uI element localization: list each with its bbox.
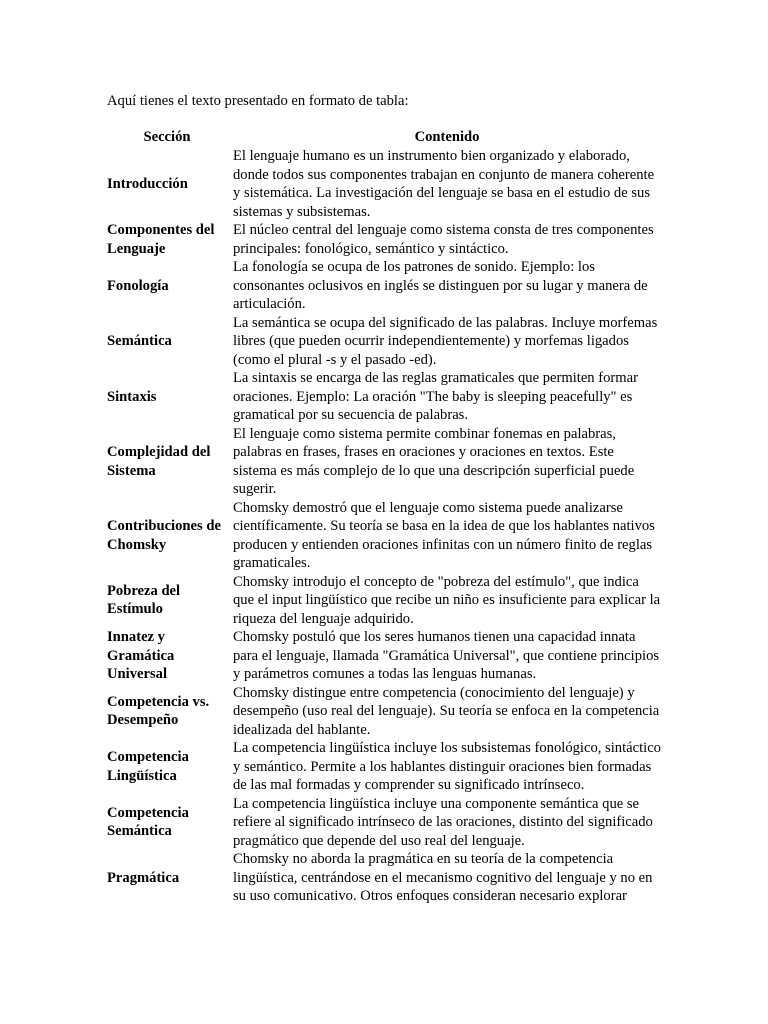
table-row [104, 258, 664, 314]
row-section: Pragmática [107, 869, 180, 886]
row-section: Sintaxis [107, 388, 157, 405]
table-row [104, 795, 664, 851]
row-section: Introducción [107, 175, 188, 192]
row-content: Chomsky introdujo el concepto de "pobreza del estímulo", que indica que el input lingüístico que recibe un niño es insuficiente para explicar la riqueza del lenguaje adquirido. [233, 573, 661, 627]
header-content: Contenido [414, 129, 480, 145]
row-section: Innatez y Gramática Universal [107, 629, 175, 682]
table-row [104, 221, 664, 258]
row-section: Contribuciones de Chomsky [107, 518, 221, 553]
table-row [104, 573, 664, 629]
table-header-row [104, 127, 664, 147]
table-row [104, 628, 664, 684]
row-content: El núcleo central del lenguaje como sistema consta de tres componentes principales: fonológico, semántico y sintáctico. [233, 222, 654, 257]
table-row [104, 739, 664, 795]
table-row [104, 147, 664, 221]
row-content: Chomsky demostró que el lenguaje como sistema puede analizarse científicamente. Su teoría se basa en la idea de que los hablantes nativos producen y entienden oraciones infinitas con un número finito de reglas gramaticales. [233, 499, 655, 571]
row-section: Competencia Semántica [107, 804, 189, 840]
content-table [104, 127, 664, 906]
row-section: Fonología [107, 277, 169, 294]
table-row [104, 684, 664, 740]
header-section: Sección [143, 129, 191, 145]
row-content: La competencia lingüística incluye los subsistemas fonológico, sintáctico y semántico. Permite a los hablantes distinguir oraciones bien formadas de las mal formadas y comprender su significado intrínseco. [233, 740, 661, 793]
row-section: Componentes del Lenguaje [107, 222, 215, 257]
row-section: Complejidad del Sistema [107, 444, 211, 479]
row-content: La semántica se ocupa del significado de las palabras. Incluye morfemas libres (que pueden ocurrir independientemente) y morfemas ligados (como el plural -s y el pasado -ed). [233, 314, 658, 368]
row-content: Chomsky postuló que los seres humanos tienen una capacidad innata para el lenguaje, llamada "Gramática Universal", que contiene principios y parámetros comunes a todas las lenguas humanas. [233, 629, 660, 682]
row-section: Competencia vs. Desempeño [107, 693, 210, 729]
row-content: El lenguaje humano es un instrumento bien organizado y elaborado, donde todos sus componentes trabajan en conjunto de manera coherente y sistemática. La investigación del lenguaje se basa en el estudio de sus sistemas y subsistemas. [233, 148, 655, 220]
row-section: Competencia Lingüística [107, 749, 189, 784]
table-row [104, 369, 664, 425]
row-content: El lenguaje como sistema permite combinar fonemas en palabras, palabras en frases, frases en oraciones y oraciones en textos. Este sistema es más complejo de lo que una descripción superficial puede sugerir. [233, 425, 635, 497]
row-content: La competencia lingüística incluye una componente semántica que se refiere al significado intrínseco de las oraciones, distinto del significado pragmático que depende del uso real del lenguaje. [233, 795, 653, 849]
row-content: La sintaxis se encarga de las reglas gramaticales que permiten formar oraciones. Ejemplo: La oración "The baby is sleeping peacefully" es gramatical por su secuencia de palabras. [233, 370, 638, 423]
row-content: Chomsky no aborda la pragmática en su teoría de la competencia lingüística, centrándose en el mecanismo cognitivo del lenguaje y no en su uso comunicativo. Otros enfoques consideran necesario explorar [233, 851, 653, 904]
table-row [104, 499, 664, 573]
row-content: La fonología se ocupa de los patrones de sonido. Ejemplo: los consonantes oclusivos en inglés se distinguen por su lugar y manera de articulación. [233, 259, 648, 312]
row-section: Semántica [107, 333, 172, 349]
table-row [104, 425, 664, 499]
table-row [104, 850, 664, 906]
row-content: Chomsky distingue entre competencia (conocimiento del lenguaje) y desempeño (uso real del lenguaje). Su teoría se enfoca en la competencia idealizada del hablante. [233, 684, 660, 738]
table-row [104, 314, 664, 370]
row-section: Pobreza del Estímulo [107, 582, 181, 618]
intro-text: Aquí tienes el texto presentado en formato de tabla: [107, 93, 409, 109]
